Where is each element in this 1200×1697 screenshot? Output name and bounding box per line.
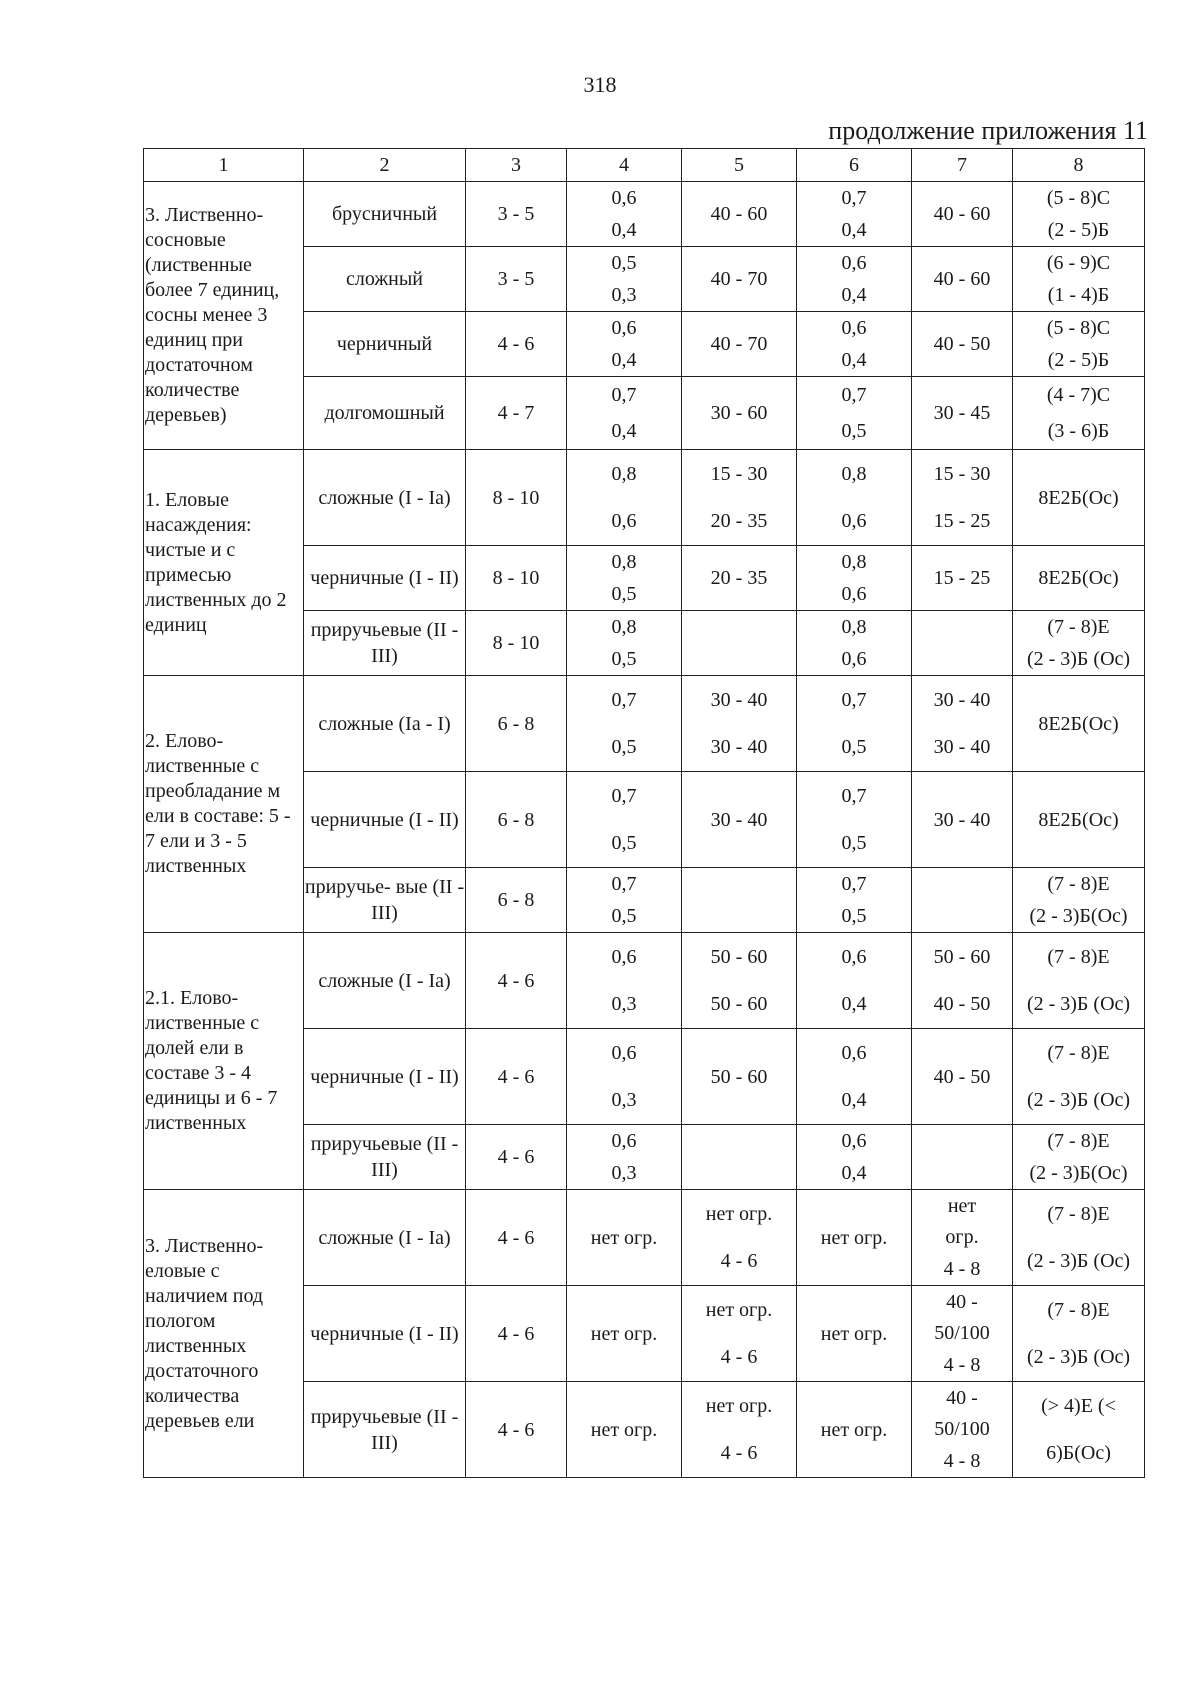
c8-value: (7 - 8)Е xyxy=(1047,1130,1110,1152)
col3-cell: 4 - 7 xyxy=(466,377,567,450)
c8-value: 6)Б(Ос) xyxy=(1046,1442,1111,1465)
c4-value: 0,8 xyxy=(611,462,637,485)
c8-value: (1 - 4)Б xyxy=(1047,284,1110,306)
col-header-4: 4 xyxy=(567,149,682,182)
group-label: 1. Еловые насаждения: чистые и с примесью лиственных до 2 единиц xyxy=(144,450,304,676)
c8-value: 8Е2Б(Ос) xyxy=(1038,712,1119,735)
c5-value: 15 - 30 xyxy=(710,462,768,485)
col3-cell: 8 - 10 xyxy=(466,546,567,611)
col3-cell: 4 - 6 xyxy=(466,1190,567,1286)
c7-value: 40 - 60 xyxy=(933,203,991,225)
c6-value: нет огр. xyxy=(820,1418,888,1441)
c7-value: 30 - 40 xyxy=(933,736,991,759)
c6-value: 0,7 xyxy=(841,187,867,209)
c5-cell xyxy=(682,1190,797,1286)
c5-cell xyxy=(682,182,797,247)
col3-cell: 4 - 6 xyxy=(466,933,567,1029)
c7-value: 4 - 8 xyxy=(943,1258,981,1281)
c4-value: 0,7 xyxy=(611,784,637,807)
c6-cell xyxy=(797,676,912,772)
forest-type-cell: сложные (I - Ia) xyxy=(304,1190,466,1286)
c7-cell xyxy=(912,611,1013,676)
c8-cell xyxy=(1013,1029,1145,1125)
c5-value: 40 - 70 xyxy=(710,268,768,290)
c5-value: 20 - 35 xyxy=(710,510,768,533)
c4-value: 0,5 xyxy=(611,583,637,605)
c8-cell xyxy=(1013,546,1145,611)
c6-cell xyxy=(797,182,912,247)
forest-type-cell: приручье- вые (II - III) xyxy=(304,868,466,933)
c5-value: 4 - 6 xyxy=(720,1346,758,1369)
forest-type-cell: черничные (I - II) xyxy=(304,1029,466,1125)
c4-value: 0,5 xyxy=(611,252,637,274)
c4-value: 0,3 xyxy=(611,284,637,306)
forest-type-cell: долгомошный xyxy=(304,377,466,450)
c4-cell xyxy=(567,247,682,312)
table-row xyxy=(144,182,1145,247)
c6-value: 0,4 xyxy=(841,1162,867,1184)
c4-cell xyxy=(567,1029,682,1125)
c6-cell xyxy=(797,611,912,676)
c8-value: (7 - 8)Е xyxy=(1047,945,1110,968)
c5-cell xyxy=(682,450,797,546)
c7-cell xyxy=(912,182,1013,247)
c7-cell xyxy=(912,1029,1013,1125)
c8-value: (2 - 3)Б (Ос) xyxy=(1026,648,1131,670)
c7-cell xyxy=(912,1382,1013,1478)
col-header-8: 8 xyxy=(1013,149,1145,182)
c4-value: 0,7 xyxy=(611,873,637,895)
c4-cell xyxy=(567,611,682,676)
c7-value: 50 - 60 xyxy=(933,945,991,968)
c7-cell xyxy=(912,868,1013,933)
c4-value: 0,6 xyxy=(611,1041,637,1064)
col3-cell: 4 - 6 xyxy=(466,1125,567,1190)
c4-value: 0,6 xyxy=(611,1130,637,1152)
c6-value: 0,6 xyxy=(841,583,867,605)
c6-value: 0,8 xyxy=(841,616,867,638)
c4-value: 0,4 xyxy=(611,349,637,371)
c5-value: 20 - 35 xyxy=(710,567,768,589)
col3-cell: 6 - 8 xyxy=(466,868,567,933)
c7-value: нет xyxy=(947,1194,977,1217)
c5-value: 30 - 60 xyxy=(710,402,768,424)
c4-value: 0,8 xyxy=(611,551,637,573)
col-header-7: 7 xyxy=(912,149,1013,182)
c6-cell xyxy=(797,1286,912,1382)
header-row xyxy=(144,149,1145,182)
c6-cell xyxy=(797,546,912,611)
c6-value: 0,6 xyxy=(841,945,867,968)
table-row xyxy=(144,933,1145,1029)
c5-value: 50 - 60 xyxy=(710,1065,768,1088)
c8-cell xyxy=(1013,611,1145,676)
c8-cell xyxy=(1013,933,1145,1029)
c6-cell xyxy=(797,450,912,546)
c8-value: (2 - 3)Б (Ос) xyxy=(1026,1089,1131,1112)
c8-cell xyxy=(1013,247,1145,312)
c6-value: 0,5 xyxy=(841,832,867,855)
c5-cell xyxy=(682,676,797,772)
c4-value: 0,7 xyxy=(611,384,637,406)
c8-cell xyxy=(1013,676,1145,772)
c8-cell xyxy=(1013,1286,1145,1382)
forest-type-cell: черничные (I - II) xyxy=(304,772,466,868)
forest-type-cell: сложные (I - Ia) xyxy=(304,450,466,546)
c7-value: 15 - 25 xyxy=(933,510,991,533)
c6-cell xyxy=(797,772,912,868)
col-header-3: 3 xyxy=(466,149,567,182)
forest-type-cell: черничный xyxy=(304,312,466,377)
c6-value: 0,4 xyxy=(841,219,867,241)
c7-cell xyxy=(912,1286,1013,1382)
c7-cell xyxy=(912,1125,1013,1190)
c6-cell xyxy=(797,868,912,933)
c8-value: 8Е2Б(Ос) xyxy=(1038,808,1119,831)
c8-cell xyxy=(1013,1125,1145,1190)
forest-type-cell: черничные (I - II) xyxy=(304,546,466,611)
c8-value: (2 - 3)Б(Ос) xyxy=(1029,905,1128,927)
c4-value: 0,4 xyxy=(611,219,637,241)
c7-value: 30 - 40 xyxy=(933,688,991,711)
forest-type-cell: сложный xyxy=(304,247,466,312)
c4-cell xyxy=(567,933,682,1029)
c5-cell xyxy=(682,377,797,450)
c5-value: 30 - 40 xyxy=(710,808,768,831)
c7-value: 50/100 xyxy=(934,1322,990,1345)
table-row xyxy=(144,1190,1145,1286)
c5-cell xyxy=(682,247,797,312)
c8-value: (2 - 3)Б (Ос) xyxy=(1026,1346,1131,1369)
c8-value: (7 - 8)Е xyxy=(1047,1298,1110,1321)
col3-cell: 4 - 6 xyxy=(466,1286,567,1382)
c8-value: (6 - 9)С xyxy=(1046,252,1111,274)
c8-value: (2 - 3)Б(Ос) xyxy=(1029,1162,1128,1184)
c5-cell xyxy=(682,611,797,676)
c5-value: нет огр. xyxy=(705,1202,773,1225)
c4-cell xyxy=(567,546,682,611)
c5-value: 50 - 60 xyxy=(710,993,768,1016)
col3-cell: 8 - 10 xyxy=(466,450,567,546)
c6-value: 0,7 xyxy=(841,873,867,895)
c6-value: 0,6 xyxy=(841,1041,867,1064)
c4-cell xyxy=(567,1382,682,1478)
data-table xyxy=(143,148,1145,1478)
c7-cell xyxy=(912,546,1013,611)
c6-value: 0,6 xyxy=(841,1130,867,1152)
c4-value: 0,6 xyxy=(611,510,637,533)
c8-value: (2 - 5)Б xyxy=(1047,219,1110,241)
c7-cell xyxy=(912,676,1013,772)
c4-value: нет огр. xyxy=(590,1322,658,1345)
c7-value: 15 - 25 xyxy=(933,567,991,589)
table-row xyxy=(144,450,1145,546)
group-label: 3. Лиственно-сосновые (лиственные более 7 единиц, сосны менее 3 единиц при достаточном количестве деревьев) xyxy=(144,182,304,450)
c6-value: 0,7 xyxy=(841,784,867,807)
c4-value: 0,3 xyxy=(611,993,637,1016)
c7-value: 30 - 40 xyxy=(933,808,991,831)
c7-value: 40 - 50 xyxy=(933,1065,991,1088)
c4-value: 0,6 xyxy=(611,317,637,339)
group-label: 2.1. Елово-лиственные с долей ели в составе 3 - 4 единицы и 6 - 7 лиственных xyxy=(144,933,304,1190)
c6-value: нет огр. xyxy=(820,1226,888,1249)
c7-cell xyxy=(912,247,1013,312)
c7-value: 30 - 45 xyxy=(933,402,991,424)
forest-type-cell: брусничный xyxy=(304,182,466,247)
c4-value: 0,5 xyxy=(611,832,637,855)
c7-cell xyxy=(912,450,1013,546)
c6-cell xyxy=(797,1382,912,1478)
c6-value: 0,8 xyxy=(841,462,867,485)
col3-cell: 3 - 5 xyxy=(466,247,567,312)
c5-cell xyxy=(682,546,797,611)
c5-cell xyxy=(682,1029,797,1125)
c6-cell xyxy=(797,312,912,377)
c5-cell xyxy=(682,1382,797,1478)
c6-value: 0,6 xyxy=(841,510,867,533)
forest-type-cell: приручьевые (II - III) xyxy=(304,1382,466,1478)
col3-cell: 3 - 5 xyxy=(466,182,567,247)
c6-cell xyxy=(797,1190,912,1286)
forest-type-cell: сложные (Ia - I) xyxy=(304,676,466,772)
col3-cell: 4 - 6 xyxy=(466,312,567,377)
c6-value: 0,6 xyxy=(841,648,867,670)
c8-value: (7 - 8)Е xyxy=(1047,616,1110,638)
c5-value: нет огр. xyxy=(705,1394,773,1417)
table-row xyxy=(144,676,1145,772)
group-label: 2. Елово-лиственные с преобладание м ели в составе: 5 - 7 ели и 3 - 5 лиственных xyxy=(144,676,304,933)
c4-value: 0,5 xyxy=(611,905,637,927)
c7-value: 40 - 50 xyxy=(933,993,991,1016)
c6-value: 0,5 xyxy=(841,905,867,927)
c8-value: (2 - 5)Б xyxy=(1047,349,1110,371)
c4-value: 0,6 xyxy=(611,187,637,209)
c5-cell xyxy=(682,933,797,1029)
c4-cell xyxy=(567,312,682,377)
c6-value: 0,7 xyxy=(841,688,867,711)
c4-value: 0,6 xyxy=(611,945,637,968)
c6-cell xyxy=(797,1029,912,1125)
c7-value: 40 - xyxy=(946,1386,978,1409)
c7-value: 4 - 8 xyxy=(943,1450,981,1473)
c6-cell xyxy=(797,377,912,450)
col-header-2: 2 xyxy=(304,149,466,182)
c5-cell xyxy=(682,312,797,377)
c6-cell xyxy=(797,247,912,312)
c5-value: 40 - 60 xyxy=(710,203,768,225)
c4-value: 0,3 xyxy=(611,1162,637,1184)
col3-cell: 8 - 10 xyxy=(466,611,567,676)
c4-cell xyxy=(567,182,682,247)
c7-value: 15 - 30 xyxy=(933,462,991,485)
c7-cell xyxy=(912,312,1013,377)
c8-value: (7 - 8)Е xyxy=(1047,1041,1110,1064)
col3-cell: 6 - 8 xyxy=(466,772,567,868)
c5-cell xyxy=(682,868,797,933)
c4-value: 0,8 xyxy=(611,616,637,638)
col-header-6: 6 xyxy=(797,149,912,182)
c7-value: огр. xyxy=(945,1226,979,1249)
c6-value: 0,4 xyxy=(841,1089,867,1112)
c6-value: 0,5 xyxy=(841,420,867,442)
col3-cell: 6 - 8 xyxy=(466,676,567,772)
c4-cell xyxy=(567,377,682,450)
c4-cell xyxy=(567,868,682,933)
c4-value: 0,4 xyxy=(611,420,637,442)
c4-cell xyxy=(567,676,682,772)
forest-type-cell: приручьевые (II - III) xyxy=(304,611,466,676)
forest-type-cell: черничные (I - II) xyxy=(304,1286,466,1382)
c5-cell xyxy=(682,772,797,868)
c7-cell xyxy=(912,772,1013,868)
c8-cell xyxy=(1013,1190,1145,1286)
c6-value: 0,4 xyxy=(841,349,867,371)
c4-cell xyxy=(567,1125,682,1190)
c5-value: 40 - 70 xyxy=(710,333,768,355)
c7-value: 40 - xyxy=(946,1290,978,1313)
c7-cell xyxy=(912,1190,1013,1286)
c8-value: (3 - 6)Б xyxy=(1047,420,1110,442)
c7-cell xyxy=(912,377,1013,450)
c5-value: 4 - 6 xyxy=(720,1250,758,1273)
c8-value: (> 4)Е (< xyxy=(1041,1394,1116,1417)
col3-cell: 4 - 6 xyxy=(466,1029,567,1125)
c5-value: 30 - 40 xyxy=(710,736,768,759)
c4-value: 0,5 xyxy=(611,648,637,670)
c8-value: (7 - 8)Е xyxy=(1047,873,1110,895)
c4-value: нет огр. xyxy=(590,1418,658,1441)
c6-value: 0,6 xyxy=(841,317,867,339)
c4-cell xyxy=(567,1190,682,1286)
c8-value: (4 - 7)С xyxy=(1046,384,1111,406)
col3-cell: 4 - 6 xyxy=(466,1382,567,1478)
c8-cell xyxy=(1013,377,1145,450)
c8-cell xyxy=(1013,182,1145,247)
c6-value: 0,7 xyxy=(841,384,867,406)
c4-cell xyxy=(567,772,682,868)
c6-cell xyxy=(797,933,912,1029)
col-header-5: 5 xyxy=(682,149,797,182)
c4-value: 0,7 xyxy=(611,688,637,711)
c6-value: 0,4 xyxy=(841,284,867,306)
c6-value: 0,5 xyxy=(841,736,867,759)
c8-cell xyxy=(1013,312,1145,377)
c8-value: (2 - 3)Б (Ос) xyxy=(1026,993,1131,1016)
c5-value: 50 - 60 xyxy=(710,945,768,968)
c6-cell xyxy=(797,1125,912,1190)
c7-value: 40 - 60 xyxy=(933,268,991,290)
c5-cell xyxy=(682,1286,797,1382)
c8-value: (5 - 8)С xyxy=(1046,187,1111,209)
c7-cell xyxy=(912,933,1013,1029)
c5-cell xyxy=(682,1125,797,1190)
c6-value: нет огр. xyxy=(820,1322,888,1345)
c5-value: 4 - 6 xyxy=(720,1442,758,1465)
forest-type-cell: сложные (I - Ia) xyxy=(304,933,466,1029)
c4-value: нет огр. xyxy=(590,1226,658,1249)
c8-value: (2 - 3)Б (Ос) xyxy=(1026,1250,1131,1273)
c8-value: 8Е2Б(Ос) xyxy=(1038,486,1119,509)
c8-cell xyxy=(1013,1382,1145,1478)
c4-value: 0,3 xyxy=(611,1089,637,1112)
c5-value: нет огр. xyxy=(705,1298,773,1321)
page-number: 318 xyxy=(583,72,617,97)
c7-value: 4 - 8 xyxy=(943,1354,981,1377)
c4-value: 0,5 xyxy=(611,736,637,759)
c6-value: 0,4 xyxy=(841,993,867,1016)
col-header-1: 1 xyxy=(144,149,304,182)
c8-cell xyxy=(1013,772,1145,868)
group-label: 3. Лиственно-еловые с наличием под пологом лиственных достаточного количества деревьев ели xyxy=(144,1190,304,1478)
c7-value: 40 - 50 xyxy=(933,333,991,355)
c5-value: 30 - 40 xyxy=(710,688,768,711)
c8-value: (7 - 8)Е xyxy=(1047,1202,1110,1225)
c4-cell xyxy=(567,450,682,546)
c4-cell xyxy=(567,1286,682,1382)
c6-value: 0,6 xyxy=(841,252,867,274)
c8-value: (5 - 8)С xyxy=(1046,317,1111,339)
table-body xyxy=(144,182,1145,1478)
c8-cell xyxy=(1013,868,1145,933)
c7-value: 50/100 xyxy=(934,1418,990,1441)
c6-value: 0,8 xyxy=(841,551,867,573)
c8-cell xyxy=(1013,450,1145,546)
continuation-caption: продолжение приложения 11 xyxy=(828,116,1148,145)
forest-type-cell: приручьевые (II - III) xyxy=(304,1125,466,1190)
c8-value: 8Е2Б(Ос) xyxy=(1038,567,1119,589)
